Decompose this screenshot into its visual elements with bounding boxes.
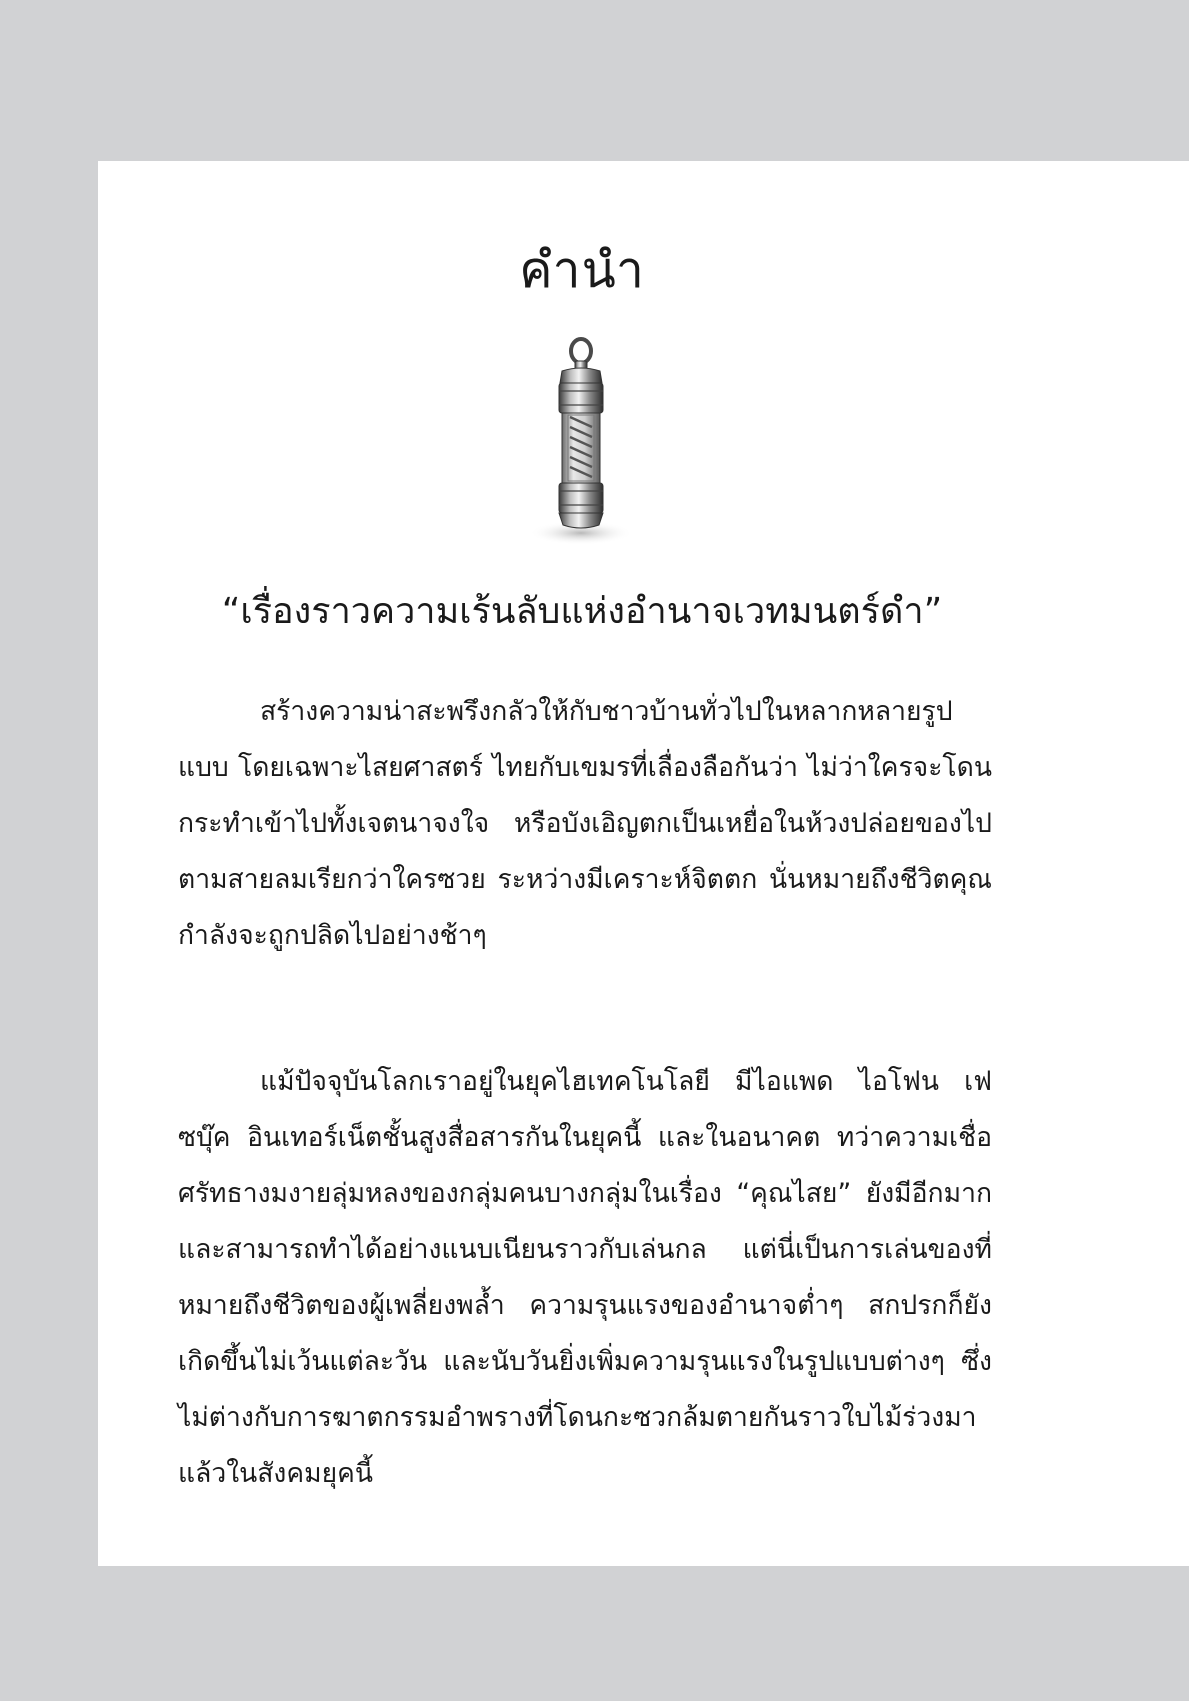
page-title: คำนำ (519, 241, 645, 299)
book-page (98, 161, 1189, 1566)
page-subtitle: “เรื่องราวความเร้นลับแห่งอำนาจเวทมนตร์ดำ” (221, 591, 943, 632)
paragraph-2: แม้ปัจจุบันโลกเราอยู่ในยุคไฮเทคโนโลยี มีไอแพด ไอโฟน เฟซบุ๊ค อินเทอร์เน็ตชั้นสูงสื่อสารกันในยุคนี้ และในอนาคต ทว่าความเชื่อศรัทธางมงายลุ่มหลงของกลุ่มคนบางกลุ่มในเรื่อง “คุณไสย” ยังมีอีกมากและสามารถทำได้อย่างแนบเนียนราวกับเล่นกล แต่นี่เป็นการเล่นของที่หมายถึงชีวิตของผู้เพลี่ยงพล้ำ ความรุนแรงของอำนาจต่ำๆ สกปรกก็ยังเกิดขึ้นไม่เว้นแต่ละวัน และนับวันยิ่งเพิ่มความรุนแรงในรูปแบบต่างๆ ซึ่งไม่ต่างกับการฆาตกรรมอำพรางที่โดนกะซวกล้มตายกันราวใบไม้ร่วงมาแล้วในสังคมยุคนี้ (178, 1066, 992, 1489)
paragraph-1: สร้างความน่าสะพรึงกลัวให้กับชาวบ้านทั่วไปในหลากหลายรูปแบบ โดยเฉพาะไสยศาสตร์ ไทยกับเขมรที่เลื่องลือกันว่า ไม่ว่าใครจะโดนกระทำเข้าไปทั้งเจตนาจงใจ หรือบังเอิญตกเป็นเหยื่อในห้วงปล่อยของไปตามสายลมเรียกว่าใครซวย ระหว่างมีเคราะห์จิตตก นั่นหมายถึงชีวิตคุณกำลังจะถูกปลิดไปอย่างช้าๆ (178, 696, 992, 951)
takrut-amulet-illustration (526, 337, 636, 547)
